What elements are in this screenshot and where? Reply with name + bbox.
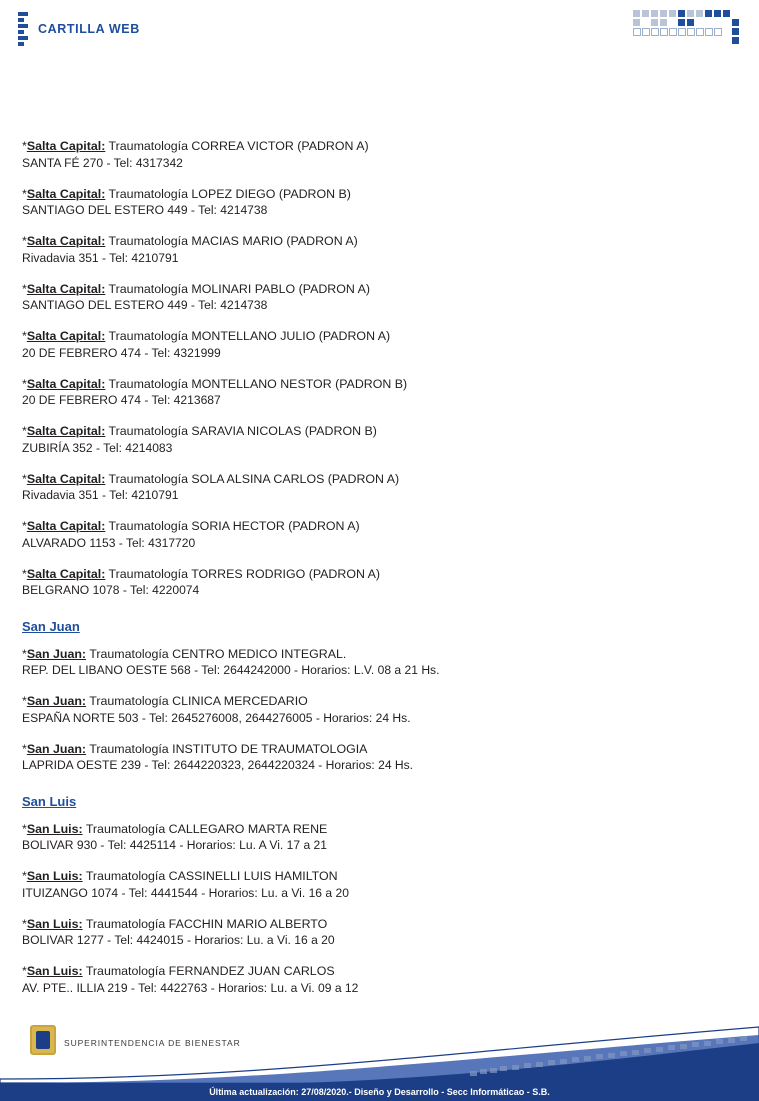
entry-address-label: 20 DE FEBRERO 474 - Tel: 4213687 [22,393,221,407]
entry-province-label: San Juan: [26,694,87,708]
entry-specialty-label: Traumatología FERNANDEZ JUAN CARLOS [85,964,335,978]
entry-bullet: * [22,916,27,931]
entry-province-label: Salta Capital: [26,519,106,533]
entry-specialty-label: Traumatología TORRES RODRIGO (PADRON A) [108,566,381,581]
provider-entry-heading [22,646,722,663]
provider-entry-heading [22,423,722,440]
entry-specialty-label: Traumatología MONTELLANO NESTOR (PADRON B) [108,376,408,391]
entry-bullet: * [22,646,27,661]
entry-specialty-label: Traumatología CORREA VICTOR (PADRON A) [108,139,369,153]
provider-entry [22,233,722,266]
entry-specialty-label: Traumatología CLINICA MERCEDARIO [89,694,308,708]
provider-entry-heading [22,821,722,838]
entry-address-label: Rivadavia 351 - Tel: 4210791 [22,250,179,265]
footer-organization-label: SUPERINTENDENCIA DE BIENESTAR [64,1038,241,1048]
provider-entry [22,376,722,409]
entry-address-label: BELGRANO 1078 - Tel: 4220074 [22,583,200,597]
provider-entry [22,741,722,774]
entry-province-label: Salta Capital: [26,186,106,201]
provider-entry-heading [22,328,722,345]
entry-address-label: SANTIAGO DEL ESTERO 449 - Tel: 4214738 [22,298,268,312]
entry-address-label: LAPRIDA OESTE 239 - Tel: 2644220323, 2644220324 - Horarios: 24 Hs. [22,758,414,772]
entry-bullet: * [22,519,27,533]
section-heading: San Luis [22,793,77,809]
provider-entry [22,821,722,854]
shield-badge-icon [30,1025,56,1055]
entry-bullet: * [22,471,27,486]
entry-address-label: ESPAÑA NORTE 503 - Tel: 2645276008, 2644276005 - Horarios: 24 Hs. [22,710,411,725]
entry-address-label: 20 DE FEBRERO 474 - Tel: 4321999 [22,345,221,360]
provider-entry-heading [22,916,722,933]
entry-bullet: * [22,566,27,581]
provider-entry [22,693,722,726]
entry-address-label: REP. DEL LIBANO OESTE 568 - Tel: 2644242000 - Horarios: L.V. 08 a 21 Hs. [22,663,440,677]
entry-province-label: San Luis: [26,821,83,836]
entry-bullet: * [22,376,27,391]
provider-entry [22,916,722,949]
entry-bullet: * [22,329,27,343]
entry-province-label: San Juan: [26,741,87,756]
entry-bullet: * [22,139,27,153]
provider-entry-heading [22,518,722,535]
section-heading: San Juan [22,618,80,634]
provider-entry [22,646,722,679]
provider-entry [22,423,722,456]
entry-address-label: SANTA FÉ 270 - Tel: 4317342 [22,155,183,170]
entry-specialty-label: Traumatología SARAVIA NICOLAS (PADRON B) [108,424,377,438]
provider-entry-heading [22,963,722,980]
entry-address-label: BOLIVAR 1277 - Tel: 4424015 - Horarios: Lu. a Vi. 16 a 20 [22,933,335,947]
footer-update-bar [0,1083,759,1101]
entry-address-label: ITUIZANGO 1074 - Tel: 4441544 - Horarios: Lu. a Vi. 16 a 20 [22,885,349,900]
entry-province-label: Salta Capital: [26,281,106,296]
footer-update-text: Última actualización: 27/08/2020.- Diseño y Desarrollo - Secc Informáticao - S.B. [209,1087,550,1097]
entry-specialty-label: Traumatología MOLINARI PABLO (PADRON A) [108,281,370,296]
provider-entry-heading [22,233,722,250]
entry-province-label: Salta Capital: [26,376,106,391]
provider-entry [22,471,722,504]
entry-address-label: SANTIAGO DEL ESTERO 449 - Tel: 4214738 [22,203,268,217]
entry-province-label: Salta Capital: [26,329,106,343]
entry-specialty-label: Traumatología SOLA ALSINA CARLOS (PADRON A) [108,471,400,486]
entry-bullet: * [22,186,27,201]
entry-address-label: AV. PTE.. ILLIA 219 - Tel: 4422763 - Horarios: Lu. a Vi. 09 a 12 [22,980,359,995]
entry-address-label: ZUBIRÍA 352 - Tel: 4214083 [22,440,173,455]
pixel-grid-decoration-icon [631,8,751,48]
entry-bullet: * [22,964,27,978]
entry-bullet: * [22,741,27,756]
entry-specialty-label: Traumatología CENTRO MEDICO INTEGRAL. [89,646,347,661]
entry-bullet: * [22,694,27,708]
entry-specialty-label: Traumatología MACIAS MARIO (PADRON A) [108,234,358,248]
entry-bullet: * [22,281,27,296]
provider-entry-heading [22,868,722,885]
provider-entry-heading [22,741,722,758]
page-title: CARTILLA WEB [38,22,140,36]
entry-specialty-label: Traumatología INSTITUTO DE TRAUMATOLOGIA [89,741,368,756]
entry-province-label: Salta Capital: [26,566,106,581]
provider-entry [22,281,722,314]
entry-address-label: Rivadavia 351 - Tel: 4210791 [22,488,179,502]
provider-entry-heading [22,471,722,488]
entry-specialty-label: Traumatología SORIA HECTOR (PADRON A) [108,519,360,533]
entry-address-label: ALVARADO 1153 - Tel: 4317720 [22,535,196,550]
provider-entry [22,963,722,996]
provider-listing [22,138,722,1011]
provider-entry [22,138,722,171]
entry-province-label: Salta Capital: [26,424,106,438]
provider-entry [22,868,722,901]
provider-entry [22,566,722,599]
entry-province-label: San Luis: [26,869,83,883]
entry-province-label: San Luis: [26,964,83,978]
provider-entry-heading [22,566,722,583]
entry-bullet: * [22,821,27,836]
entry-province-label: San Juan: [26,646,87,661]
page-footer [0,1001,759,1101]
bars-logo-icon [18,12,28,46]
provider-entry-heading [22,186,722,203]
page-header [0,0,759,62]
entry-province-label: San Luis: [26,916,83,931]
provider-entry [22,328,722,361]
entry-specialty-label: Traumatología CALLEGARO MARTA RENE [85,821,328,836]
entry-province-label: Salta Capital: [26,234,106,248]
entry-specialty-label: Traumatología FACCHIN MARIO ALBERTO [85,916,328,931]
provider-entry-heading [22,138,722,155]
entry-specialty-label: Traumatología LOPEZ DIEGO (PADRON B) [108,186,351,201]
entry-province-label: Salta Capital: [26,139,106,153]
footer-wave-decoration [0,1021,759,1083]
entry-province-label: Salta Capital: [26,471,106,486]
entry-bullet: * [22,424,27,438]
provider-entry-heading [22,693,722,710]
entry-bullet: * [22,869,27,883]
entry-bullet: * [22,234,27,248]
provider-entry-heading [22,281,722,298]
entry-address-label: BOLIVAR 930 - Tel: 4425114 - Horarios: Lu. A Vi. 17 a 21 [22,838,327,852]
entry-specialty-label: Traumatología CASSINELLI LUIS HAMILTON [85,869,338,883]
provider-entry [22,186,722,219]
provider-entry [22,518,722,551]
entry-specialty-label: Traumatología MONTELLANO JULIO (PADRON A) [108,329,391,343]
provider-entry-heading [22,376,722,393]
